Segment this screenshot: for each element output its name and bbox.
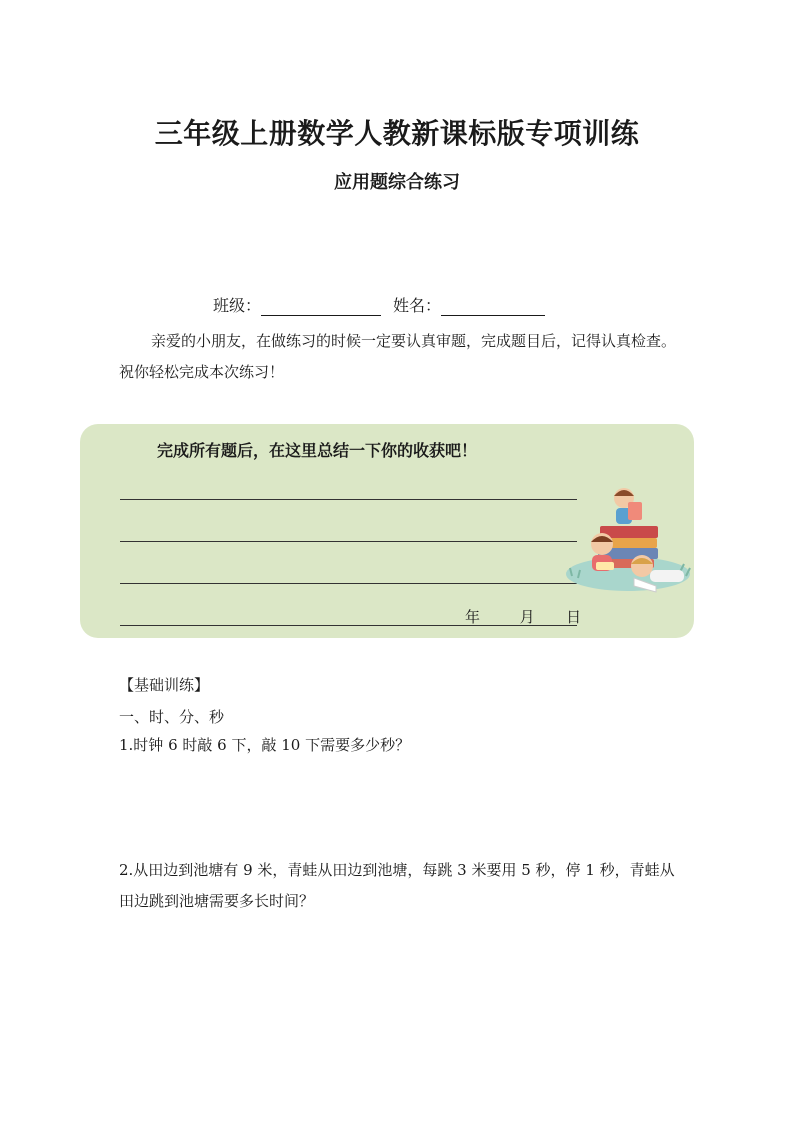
date-month-label: 月 — [519, 608, 535, 626]
summary-prompt: 完成所有题后，在这里总结一下你的收获吧！ — [157, 441, 478, 460]
date-day-label: 日 — [566, 608, 582, 626]
child-on-books — [614, 488, 642, 524]
page-subtitle: 应用题综合练习 — [334, 172, 460, 193]
children-reading-illustration — [560, 482, 700, 604]
summary-date — [465, 606, 581, 627]
page-title: 三年级上册数学人教新课标版专项训练 — [154, 117, 640, 150]
question-1: 1.时钟 6 时敲 6 下，敲 10 下需要多少秒？ — [119, 736, 411, 754]
summary-write-line[interactable] — [120, 583, 577, 584]
section-basic-training: 【基础训练】 — [119, 676, 210, 694]
class-label: 班级： — [213, 296, 262, 315]
name-label: 姓名： — [393, 296, 442, 315]
name-blank[interactable] — [441, 297, 545, 316]
intro-paragraph: 亲爱的小朋友，在做练习的时候一定要认真审题，完成题目后，记得认真检查。祝你轻松完成本次练习！ — [119, 332, 677, 381]
section-topic: 一、时、分、秒 — [119, 708, 225, 726]
class-blank[interactable] — [261, 297, 381, 316]
summary-write-line[interactable] — [120, 541, 577, 542]
question-2: 2.从田边到池塘有 9 米，青蛙从田边到池塘，每跳 3 米要用 5 秒，停 1 秒，青蛙从田边跳到池塘需要多长时间？ — [119, 861, 675, 910]
summary-write-line[interactable] — [120, 499, 577, 500]
student-info-row — [213, 293, 545, 316]
date-year-label: 年 — [465, 608, 481, 626]
